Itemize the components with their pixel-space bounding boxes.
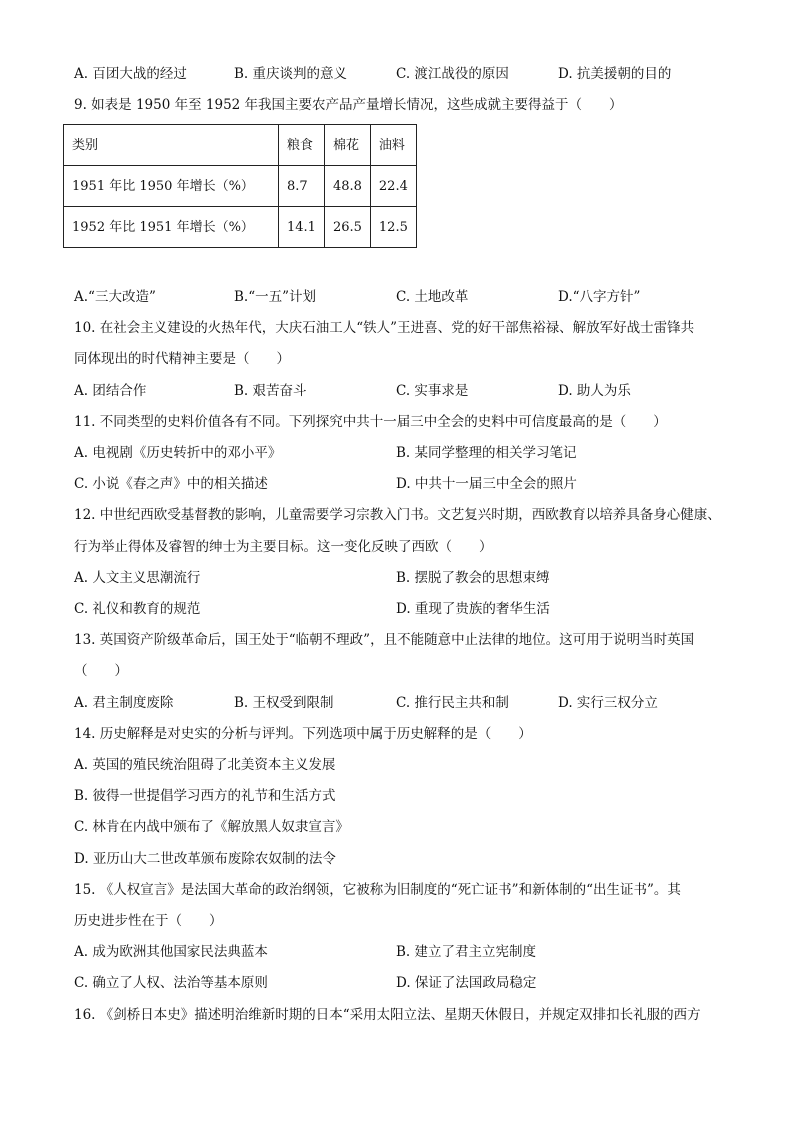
q12-option-c: C. 礼仪和教育的规范: [74, 601, 201, 617]
q8-options: [74, 68, 724, 84]
q12-stem-line-2: 行为举止得体及睿智的绅士为主要目标。这一变化反映了西欧（ ）: [74, 539, 493, 555]
q10-options: [74, 385, 724, 401]
q12-option-d: D. 重现了贵族的奢华生活: [396, 601, 550, 617]
q15-options-row-1: [74, 946, 724, 962]
table-row: [64, 166, 417, 207]
q13-stem-line-2: （ ）: [74, 663, 128, 679]
table-header-cell: 棉花: [324, 125, 370, 166]
table-header-row: [64, 125, 417, 166]
q8-option-c: C. 渡江战役的原因: [396, 66, 509, 82]
q15-option-c: C. 确立了人权、法治等基本原则: [74, 975, 268, 991]
q9-option-c: C. 土地改革: [396, 289, 469, 305]
q16-stem: 16. 《剑桥日本史》描述明治维新时期的日本“采用太阳立法、星期天休假日，并规定双排扣长礼服的西方: [74, 1007, 701, 1023]
table-cell: 14.1: [279, 207, 325, 248]
q13-stem-line-1: 13. 英国资产阶级革命后，国王处于“临朝不理政”，且不能随意中止法律的地位。这可用于说明当时英国: [74, 632, 695, 648]
q13-option-b: B. 王权受到限制: [234, 695, 334, 711]
q9-options: [74, 291, 724, 307]
q8-option-b: B. 重庆谈判的意义: [234, 66, 348, 82]
q14-option-a: A. 英国的殖民统治阻碍了北美资本主义发展: [74, 757, 336, 773]
q12-stem-line-1: 12. 中世纪西欧受基督教的影响，儿童需要学习宗教入门书。文艺复兴时期，西欧教育以培养具备身心健康、: [74, 507, 721, 523]
q13-option-c: C. 推行民主共和制: [396, 695, 509, 711]
q11-option-c: C. 小说《春之声》中的相关描述: [74, 476, 268, 492]
q15-stem-line-1: 15. 《人权宣言》是法国大革命的政治纲领，它被称为旧制度的“死亡证书”和新体制的“出生证书”。其: [74, 882, 681, 898]
q15-option-d: D. 保证了法国政局稳定: [396, 975, 537, 991]
q11-option-a: A. 电视剧《历史转折中的邓小平》: [74, 445, 282, 461]
q10-option-d: D. 助人为乐: [558, 383, 631, 399]
q13-option-a: A. 君主制度废除: [74, 695, 174, 711]
q9-option-a: A.“三大改造”: [74, 289, 156, 305]
q11-option-d: D. 中共十一届三中全会的照片: [396, 476, 577, 492]
table-cell: 26.5: [324, 207, 370, 248]
q14-option-c: C. 林肯在内战中颁布了《解放黑人奴隶宣言》: [74, 819, 349, 835]
table-cell: 48.8: [324, 166, 370, 207]
q9-option-d: D.“八字方针”: [558, 289, 641, 305]
q10-stem-line-1: 10. 在社会主义建设的火热年代，大庆石油工人“铁人”王进喜、党的好干部焦裕禄、解放军好战士雷锋共: [74, 320, 695, 336]
q15-stem-line-2: 历史进步性在于（ ）: [74, 913, 223, 929]
q14-option-d: D. 亚历山大二世改革颁布废除农奴制的法令: [74, 851, 336, 867]
q15-option-a: A. 成为欧洲其他国家民法典蓝本: [74, 944, 268, 960]
q8-option-a: A. 百团大战的经过: [74, 66, 187, 82]
q14-option-b: B. 彼得一世提倡学习西方的礼节和生活方式: [74, 788, 336, 804]
table-header-cell: 类别: [64, 125, 279, 166]
q12-option-a: A. 人文主义思潮流行: [74, 570, 201, 586]
table-cell: 22.4: [370, 166, 416, 207]
table-cell: 8.7: [279, 166, 325, 207]
q14-stem: 14. 历史解释是对史实的分析与评判。下列选项中属于历史解释的是（ ）: [74, 726, 532, 742]
q13-option-d: D. 实行三权分立: [558, 695, 658, 711]
table-row: [64, 207, 417, 248]
table-cell: 12.5: [370, 207, 416, 248]
q13-options: [74, 697, 724, 713]
q12-options-row-2: [74, 603, 724, 619]
q8-option-d: D. 抗美援朝的目的: [558, 66, 672, 82]
q9-production-table: [63, 124, 417, 248]
q9-option-b: B.“一五”计划: [234, 289, 317, 305]
q10-stem-line-2: 同体现出的时代精神主要是（ ）: [74, 351, 290, 367]
q10-option-c: C. 实事求是: [396, 383, 469, 399]
table-cell: 1952 年比 1951 年增长（%）: [64, 207, 279, 248]
q12-option-b: B. 摆脱了教会的思想束缚: [396, 570, 550, 586]
q11-options-row-1: [74, 447, 724, 463]
q11-options-row-2: [74, 478, 724, 494]
q11-option-b: B. 某同学整理的相关学习笔记: [396, 445, 577, 461]
q10-option-b: B. 艰苦奋斗: [234, 383, 307, 399]
table-header-cell: 油料: [370, 125, 416, 166]
q11-stem: 11. 不同类型的史料价值各有不同。下列探究中共十一届三中全会的史料中可信度最高的是（ ）: [74, 414, 667, 430]
q9-stem: 9. 如表是 1950 年至 1952 年我国主要农产品产量增长情况，这些成就主要得益于（ ）: [74, 97, 623, 113]
q15-options-row-2: [74, 977, 724, 993]
q12-options-row-1: [74, 572, 724, 588]
table-cell: 1951 年比 1950 年增长（%）: [64, 166, 279, 207]
q15-option-b: B. 建立了君主立宪制度: [396, 944, 537, 960]
q10-option-a: A. 团结合作: [74, 383, 147, 399]
table-header-cell: 粮食: [279, 125, 325, 166]
